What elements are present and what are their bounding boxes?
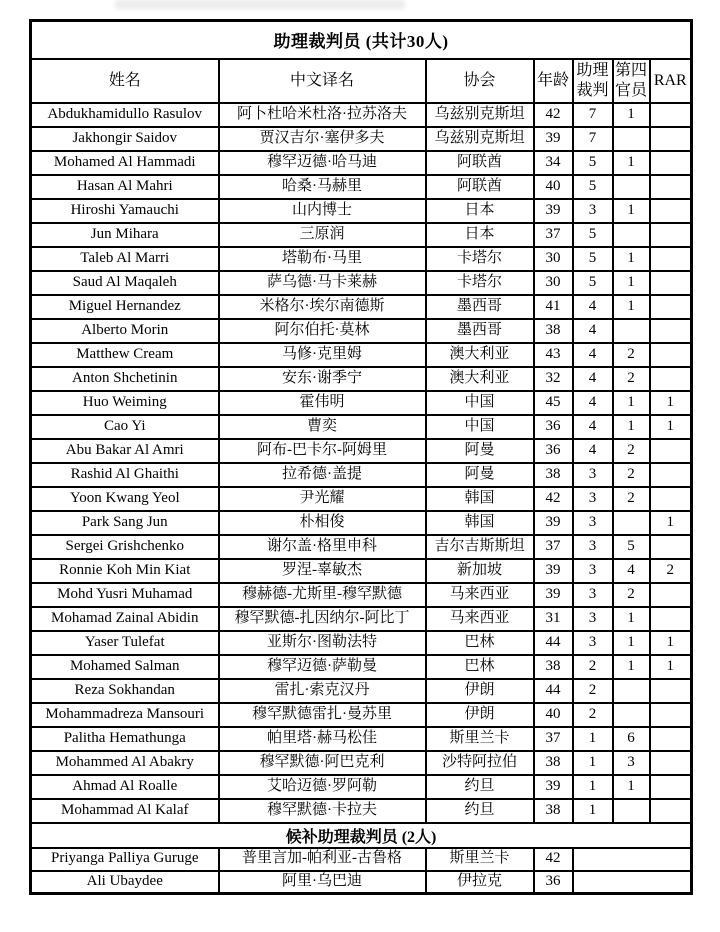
cell-age: 40 xyxy=(534,703,573,727)
cell-rar xyxy=(650,127,692,151)
table-row xyxy=(31,271,692,295)
cell-age: 36 xyxy=(534,415,573,439)
cell-assistant_referee: 4 xyxy=(573,415,613,439)
substitute-section-title-row xyxy=(31,823,692,848)
cell-association: 墨西哥 xyxy=(426,295,534,319)
scan-artifact xyxy=(115,0,405,9)
cell-name: Matthew Cream xyxy=(31,343,219,367)
cell-name: Anton Shchetinin xyxy=(31,367,219,391)
cell-cn_name: 罗涅-辜敏杰 xyxy=(219,559,426,583)
cell-name: Jun Mihara xyxy=(31,223,219,247)
cell-name: Abdukhamidullo Rasulov xyxy=(31,103,219,127)
cell-age: 30 xyxy=(534,271,573,295)
cell-rar xyxy=(650,151,692,175)
table-row xyxy=(31,319,692,343)
cell-rar xyxy=(650,607,692,631)
cell-age: 42 xyxy=(534,487,573,511)
cell-association: 韩国 xyxy=(426,487,534,511)
cell-fourth_official: 2 xyxy=(613,343,650,367)
cell-rar xyxy=(650,799,692,823)
cell-assistant_referee: 5 xyxy=(573,271,613,295)
cell-assistant_referee: 7 xyxy=(573,103,613,127)
cell-age: 45 xyxy=(534,391,573,415)
column-header-association: 协会 xyxy=(426,59,534,103)
cell-rar xyxy=(650,175,692,199)
cell-name: Huo Weiming xyxy=(31,391,219,415)
cell-fourth_official xyxy=(613,799,650,823)
table-row xyxy=(31,295,692,319)
cell-cn_name: 雷扎·索克汉丹 xyxy=(219,679,426,703)
cell-assistant_referee: 1 xyxy=(573,751,613,775)
cell-fourth_official: 1 xyxy=(613,391,650,415)
cell-assistant_referee: 2 xyxy=(573,655,613,679)
column-header-name: 姓名 xyxy=(31,59,219,103)
cell-rar xyxy=(650,703,692,727)
cell-assistant_referee: 4 xyxy=(573,319,613,343)
cell-cn_name: 穆赫德-尤斯里-穆罕默德 xyxy=(219,583,426,607)
cell-association: 澳大利亚 xyxy=(426,367,534,391)
cell-rar xyxy=(650,319,692,343)
cell-age: 42 xyxy=(534,848,573,871)
cell-fourth_official: 1 xyxy=(613,151,650,175)
cell-cn_name: 朴相俊 xyxy=(219,511,426,535)
cell-fourth_official: 1 xyxy=(613,775,650,799)
cell-assistant_referee: 3 xyxy=(573,559,613,583)
cell-fourth_official: 1 xyxy=(613,295,650,319)
cell-cn_name: 贾汉吉尔·塞伊多夫 xyxy=(219,127,426,151)
cell-rar xyxy=(650,367,692,391)
cell-rar xyxy=(650,775,692,799)
cell-assistant_referee: 4 xyxy=(573,367,613,391)
cell-assistant_referee: 3 xyxy=(573,535,613,559)
cell-name: Ahmad Al Roalle xyxy=(31,775,219,799)
cell-age: 38 xyxy=(534,799,573,823)
cell-age: 38 xyxy=(534,751,573,775)
cell-rar xyxy=(650,223,692,247)
cell-association: 澳大利亚 xyxy=(426,343,534,367)
cell-age: 36 xyxy=(534,871,573,894)
cell-name: Palitha Hemathunga xyxy=(31,727,219,751)
cell-association: 新加坡 xyxy=(426,559,534,583)
cell-name: Jakhongir Saidov xyxy=(31,127,219,151)
table-row xyxy=(31,583,692,607)
cell-age: 31 xyxy=(534,607,573,631)
cell-rar xyxy=(650,295,692,319)
cell-age: 43 xyxy=(534,343,573,367)
cell-age: 39 xyxy=(534,199,573,223)
cell-fourth_official: 2 xyxy=(613,487,650,511)
cell-rar xyxy=(650,463,692,487)
cell-association: 阿联酋 xyxy=(426,175,534,199)
cell-association: 约旦 xyxy=(426,799,534,823)
cell-cn_name: 帕里塔·赫马松佳 xyxy=(219,727,426,751)
cell-rar xyxy=(650,727,692,751)
cell-assistant_referee: 2 xyxy=(573,703,613,727)
cell-fourth_official: 1 xyxy=(613,631,650,655)
cell-age: 44 xyxy=(534,631,573,655)
cell-cn_name: 穆罕默德·卡拉夫 xyxy=(219,799,426,823)
cell-fourth_official: 1 xyxy=(613,655,650,679)
cell-name: Mohamed Al Hammadi xyxy=(31,151,219,175)
cell-age: 42 xyxy=(534,103,573,127)
cell-fourth_official: 1 xyxy=(613,199,650,223)
cell-age: 39 xyxy=(534,583,573,607)
table-row xyxy=(31,679,692,703)
cell-rar xyxy=(650,751,692,775)
cell-association: 乌兹别克斯坦 xyxy=(426,103,534,127)
cell-name: Miguel Hernandez xyxy=(31,295,219,319)
cell-rar xyxy=(650,343,692,367)
cell-age: 39 xyxy=(534,559,573,583)
cell-fourth_official xyxy=(613,511,650,535)
main-section-title: 助理裁判员 (共计30人) xyxy=(31,21,692,59)
table-row xyxy=(31,559,692,583)
cell-name: Mohd Yusri Muhamad xyxy=(31,583,219,607)
cell-name: Sergei Grishchenko xyxy=(31,535,219,559)
table-row xyxy=(31,607,692,631)
cell-age: 34 xyxy=(534,151,573,175)
cell-age: 39 xyxy=(534,511,573,535)
cell-name: Mohamed Salman xyxy=(31,655,219,679)
substitute-table-row xyxy=(31,871,692,894)
cell-association: 马来西亚 xyxy=(426,583,534,607)
table-row xyxy=(31,463,692,487)
cell-cn_name: 山内博士 xyxy=(219,199,426,223)
cell-age: 30 xyxy=(534,247,573,271)
cell-rar xyxy=(650,271,692,295)
cell-association: 巴林 xyxy=(426,655,534,679)
cell-assistant_referee: 4 xyxy=(573,439,613,463)
cell-cn_name: 阿卜杜哈米杜洛·拉苏洛夫 xyxy=(219,103,426,127)
substitute-rows xyxy=(31,848,692,894)
cell-fourth_official xyxy=(613,679,650,703)
cell-association: 伊朗 xyxy=(426,679,534,703)
cell-assistant_referee: 3 xyxy=(573,607,613,631)
cell-merged-empty xyxy=(573,848,692,871)
cell-name: Mohammad Al Kalaf xyxy=(31,799,219,823)
cell-association: 伊拉克 xyxy=(426,871,534,894)
cell-association: 斯里兰卡 xyxy=(426,848,534,871)
assistant-referee-table xyxy=(29,19,693,895)
cell-cn_name: 曹奕 xyxy=(219,415,426,439)
cell-fourth_official: 2 xyxy=(613,463,650,487)
cell-association: 中国 xyxy=(426,415,534,439)
cell-association: 斯里兰卡 xyxy=(426,727,534,751)
cell-age: 40 xyxy=(534,175,573,199)
cell-rar: 1 xyxy=(650,415,692,439)
cell-name: Mohammed Al Abakry xyxy=(31,751,219,775)
cell-assistant_referee: 4 xyxy=(573,391,613,415)
table-row xyxy=(31,247,692,271)
table-row xyxy=(31,199,692,223)
cell-rar xyxy=(650,487,692,511)
table-row xyxy=(31,223,692,247)
table-row xyxy=(31,415,692,439)
cell-assistant_referee: 4 xyxy=(573,343,613,367)
cell-age: 39 xyxy=(534,127,573,151)
cell-rar xyxy=(650,583,692,607)
table-row xyxy=(31,439,692,463)
cell-name: Abu Bakar Al Amri xyxy=(31,439,219,463)
cell-fourth_official: 1 xyxy=(613,607,650,631)
cell-age: 39 xyxy=(534,775,573,799)
table-head-section xyxy=(31,21,692,103)
cell-assistant_referee: 3 xyxy=(573,463,613,487)
table-row xyxy=(31,151,692,175)
cell-name: Yaser Tulefat xyxy=(31,631,219,655)
cell-assistant_referee: 1 xyxy=(573,775,613,799)
column-header-age: 年龄 xyxy=(534,59,573,103)
cell-assistant_referee: 3 xyxy=(573,511,613,535)
cell-assistant_referee: 3 xyxy=(573,583,613,607)
cell-fourth_official: 4 xyxy=(613,559,650,583)
cell-name: Mohamad Zainal Abidin xyxy=(31,607,219,631)
cell-rar: 1 xyxy=(650,511,692,535)
cell-association: 卡塔尔 xyxy=(426,271,534,295)
cell-name: Saud Al Maqaleh xyxy=(31,271,219,295)
table-row xyxy=(31,127,692,151)
cell-association: 阿曼 xyxy=(426,439,534,463)
cell-fourth_official xyxy=(613,319,650,343)
cell-age: 38 xyxy=(534,463,573,487)
main-section-title-row xyxy=(31,21,692,59)
cell-age: 37 xyxy=(534,727,573,751)
cell-rar xyxy=(650,679,692,703)
cell-cn_name: 穆罕默德雷扎·曼苏里 xyxy=(219,703,426,727)
cell-merged-empty xyxy=(573,871,692,894)
cell-cn_name: 米格尔·埃尔南德斯 xyxy=(219,295,426,319)
cell-association: 马来西亚 xyxy=(426,607,534,631)
table-row xyxy=(31,631,692,655)
cell-association: 伊朗 xyxy=(426,703,534,727)
cell-cn_name: 马修·克里姆 xyxy=(219,343,426,367)
column-header-row xyxy=(31,59,692,103)
cell-association: 阿联酋 xyxy=(426,151,534,175)
cell-fourth_official xyxy=(613,703,650,727)
cell-assistant_referee: 5 xyxy=(573,175,613,199)
cell-fourth_official xyxy=(613,223,650,247)
cell-assistant_referee: 5 xyxy=(573,223,613,247)
table-row xyxy=(31,727,692,751)
cell-cn_name: 谢尔盖·格里申科 xyxy=(219,535,426,559)
table-row xyxy=(31,751,692,775)
cell-assistant_referee: 1 xyxy=(573,727,613,751)
cell-cn_name: 艾哈迈德·罗阿勒 xyxy=(219,775,426,799)
cell-cn_name: 塔勒布·马里 xyxy=(219,247,426,271)
cell-cn_name: 尹光耀 xyxy=(219,487,426,511)
cell-rar: 1 xyxy=(650,631,692,655)
column-header-rar: RAR xyxy=(650,59,692,103)
cell-assistant_referee: 3 xyxy=(573,631,613,655)
cell-name: Mohammadreza Mansouri xyxy=(31,703,219,727)
cell-fourth_official: 1 xyxy=(613,103,650,127)
substitute-table-row xyxy=(31,848,692,871)
cell-fourth_official: 2 xyxy=(613,439,650,463)
cell-age: 38 xyxy=(534,655,573,679)
cell-association: 卡塔尔 xyxy=(426,247,534,271)
cell-cn_name: 穆罕默德-扎因纳尔-阿比丁 xyxy=(219,607,426,631)
cell-name: Reza Sokhandan xyxy=(31,679,219,703)
cell-fourth_official xyxy=(613,127,650,151)
cell-association: 墨西哥 xyxy=(426,319,534,343)
table-row xyxy=(31,535,692,559)
cell-cn_name: 普里言加-帕利亚-古鲁格 xyxy=(219,848,426,871)
cell-name: Taleb Al Marri xyxy=(31,247,219,271)
cell-fourth_official xyxy=(613,175,650,199)
table-row xyxy=(31,511,692,535)
cell-fourth_official: 5 xyxy=(613,535,650,559)
cell-association: 阿曼 xyxy=(426,463,534,487)
cell-name: Hasan Al Mahri xyxy=(31,175,219,199)
cell-rar: 2 xyxy=(650,559,692,583)
cell-association: 吉尔吉斯斯坦 xyxy=(426,535,534,559)
cell-name: Yoon Kwang Yeol xyxy=(31,487,219,511)
cell-fourth_official: 1 xyxy=(613,415,650,439)
cell-cn_name: 亚斯尔·图勒法特 xyxy=(219,631,426,655)
cell-name: Park Sang Jun xyxy=(31,511,219,535)
cell-age: 44 xyxy=(534,679,573,703)
cell-age: 32 xyxy=(534,367,573,391)
cell-association: 日本 xyxy=(426,223,534,247)
table-row xyxy=(31,367,692,391)
table-row xyxy=(31,487,692,511)
cell-rar: 1 xyxy=(650,655,692,679)
cell-cn_name: 哈桑·马赫里 xyxy=(219,175,426,199)
cell-name: Ali Ubaydee xyxy=(31,871,219,894)
cell-name: Hiroshi Yamauchi xyxy=(31,199,219,223)
cell-age: 41 xyxy=(534,295,573,319)
cell-fourth_official: 3 xyxy=(613,751,650,775)
cell-fourth_official: 2 xyxy=(613,367,650,391)
cell-assistant_referee: 2 xyxy=(573,679,613,703)
cell-assistant_referee: 5 xyxy=(573,151,613,175)
cell-age: 37 xyxy=(534,223,573,247)
substitute-section-title: 候补助理裁判员 (2人) xyxy=(31,823,692,848)
cell-cn_name: 拉希德·盖提 xyxy=(219,463,426,487)
cell-fourth_official: 2 xyxy=(613,583,650,607)
cell-assistant_referee: 3 xyxy=(573,199,613,223)
cell-rar xyxy=(650,247,692,271)
cell-cn_name: 穆罕迈德·哈马迪 xyxy=(219,151,426,175)
table-row xyxy=(31,103,692,127)
cell-rar xyxy=(650,199,692,223)
cell-association: 日本 xyxy=(426,199,534,223)
cell-age: 37 xyxy=(534,535,573,559)
main-rows xyxy=(31,103,692,823)
cell-name: Priyanga Palliya Guruge xyxy=(31,848,219,871)
cell-assistant_referee: 4 xyxy=(573,295,613,319)
cell-rar xyxy=(650,439,692,463)
table-row xyxy=(31,703,692,727)
cell-cn_name: 三原润 xyxy=(219,223,426,247)
cell-cn_name: 穆罕默德·阿巴克利 xyxy=(219,751,426,775)
table-row xyxy=(31,799,692,823)
column-header-assistant_referee: 助理裁判 xyxy=(573,59,613,103)
cell-age: 38 xyxy=(534,319,573,343)
cell-rar xyxy=(650,103,692,127)
cell-name: Alberto Morin xyxy=(31,319,219,343)
cell-association: 约旦 xyxy=(426,775,534,799)
cell-cn_name: 阿里·乌巴迪 xyxy=(219,871,426,894)
cell-fourth_official: 6 xyxy=(613,727,650,751)
table-row xyxy=(31,391,692,415)
cell-fourth_official: 1 xyxy=(613,271,650,295)
column-header-fourth_official: 第四官员 xyxy=(613,59,650,103)
cell-assistant_referee: 1 xyxy=(573,799,613,823)
table-row xyxy=(31,775,692,799)
table-row xyxy=(31,655,692,679)
cell-assistant_referee: 5 xyxy=(573,247,613,271)
column-header-cn_name: 中文译名 xyxy=(219,59,426,103)
substitute-section xyxy=(31,823,692,848)
cell-association: 巴林 xyxy=(426,631,534,655)
cell-age: 36 xyxy=(534,439,573,463)
table-row xyxy=(31,343,692,367)
cell-assistant_referee: 7 xyxy=(573,127,613,151)
cell-name: Ronnie Koh Min Kiat xyxy=(31,559,219,583)
cell-cn_name: 霍伟明 xyxy=(219,391,426,415)
cell-cn_name: 穆罕迈德·萨勒曼 xyxy=(219,655,426,679)
cell-association: 乌兹别克斯坦 xyxy=(426,127,534,151)
cell-cn_name: 萨乌德·马卡莱赫 xyxy=(219,271,426,295)
cell-association: 中国 xyxy=(426,391,534,415)
cell-association: 沙特阿拉伯 xyxy=(426,751,534,775)
cell-cn_name: 阿尔伯托·莫林 xyxy=(219,319,426,343)
cell-cn_name: 阿布-巴卡尔-阿姆里 xyxy=(219,439,426,463)
cell-association: 韩国 xyxy=(426,511,534,535)
cell-name: Rashid Al Ghaithi xyxy=(31,463,219,487)
table-row xyxy=(31,175,692,199)
cell-cn_name: 安东·谢季宁 xyxy=(219,367,426,391)
cell-fourth_official: 1 xyxy=(613,247,650,271)
cell-name: Cao Yi xyxy=(31,415,219,439)
cell-assistant_referee: 3 xyxy=(573,487,613,511)
cell-rar: 1 xyxy=(650,391,692,415)
cell-rar xyxy=(650,535,692,559)
